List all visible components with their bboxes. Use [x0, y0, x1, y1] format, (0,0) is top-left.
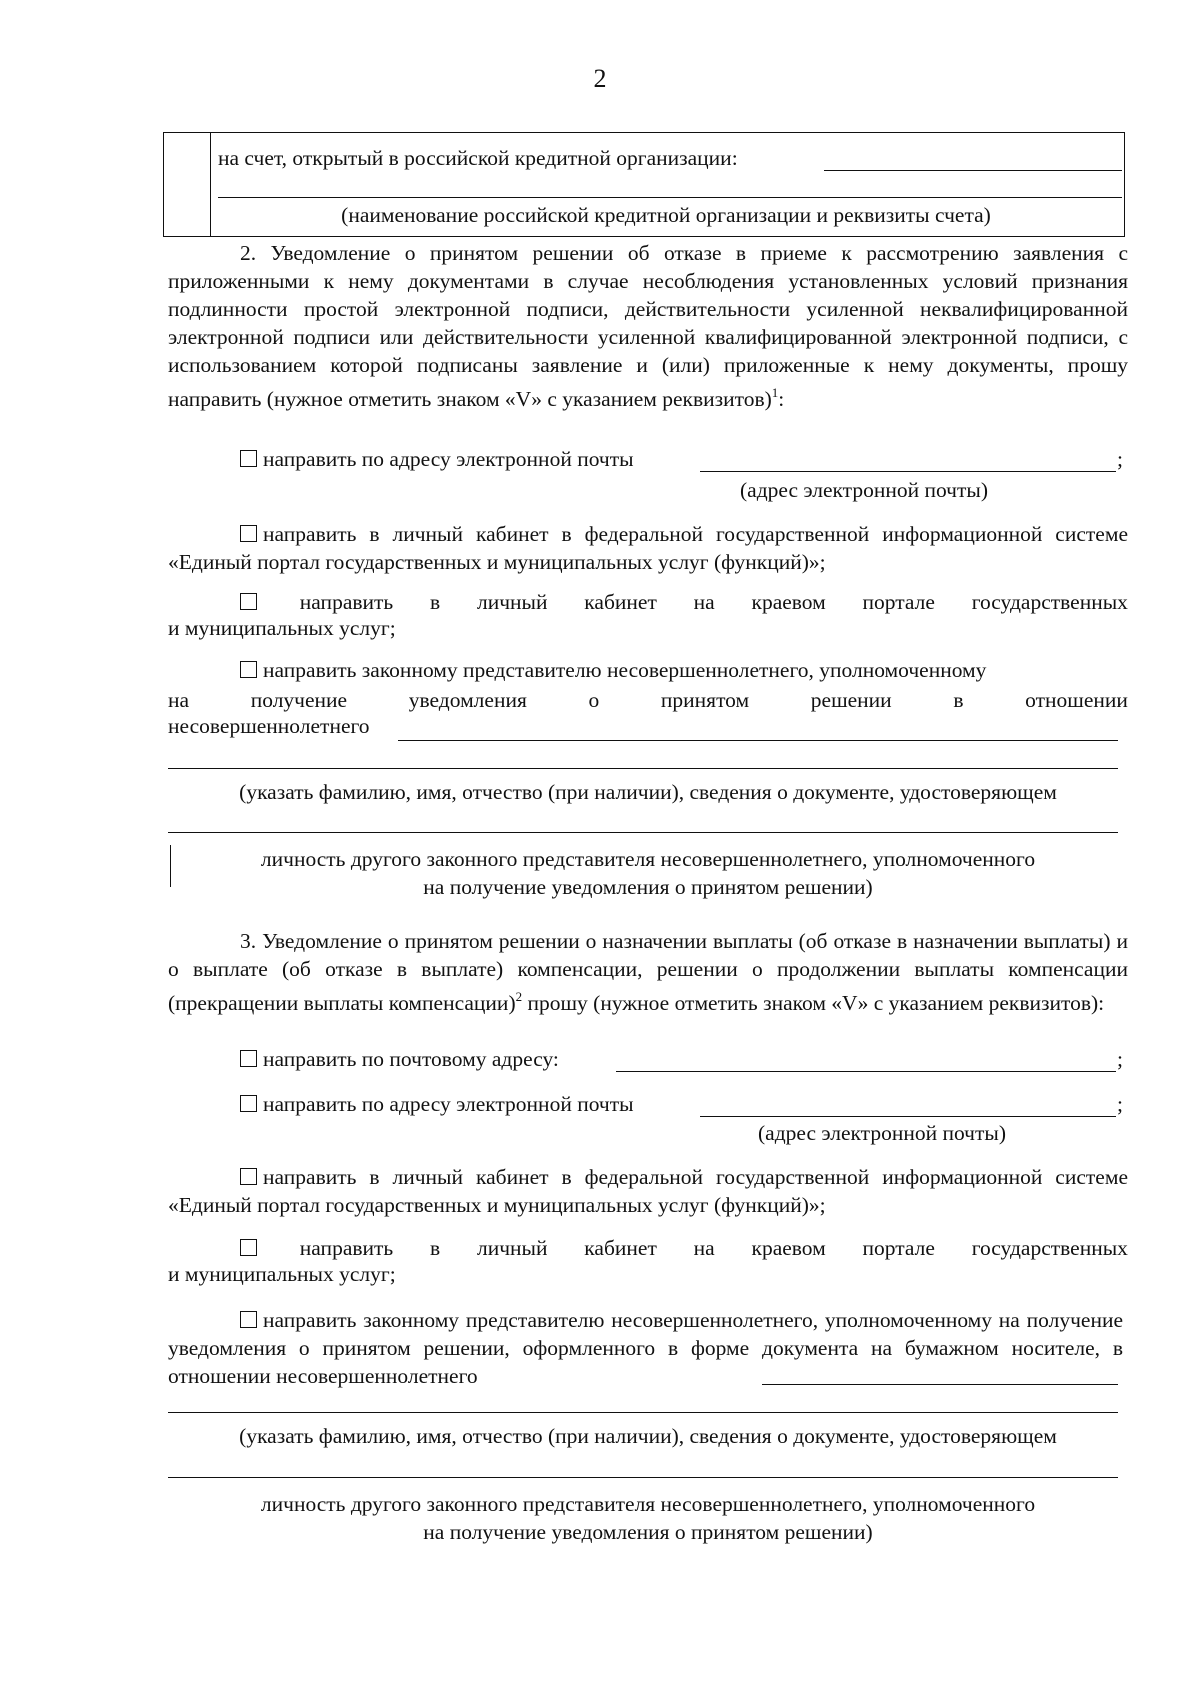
- section3-email-fill-line[interactable]: [700, 1116, 1116, 1117]
- section3-minor-fill-line[interactable]: [762, 1384, 1118, 1385]
- section2-minor-fill-line[interactable]: [398, 740, 1118, 741]
- semicolon: ;: [1117, 447, 1123, 471]
- section3-postal-fill-line[interactable]: [616, 1071, 1116, 1072]
- section3-rep-caption-2: личность другого законного представителя несовершеннолетнего, уполномоченного: [260, 1492, 1036, 1516]
- section2-rep-caption-3: на получение уведомления о принятом решении): [423, 875, 873, 899]
- section2-rep-caption-1: (указать фамилию, имя, отчество (при наличии), сведения о документе, удостоверяющем: [239, 780, 1057, 804]
- bank-account-fill-line[interactable]: [824, 170, 1122, 171]
- section2-rep-fill-line-2[interactable]: [168, 832, 1118, 833]
- checkbox-icon[interactable]: [240, 593, 257, 610]
- section3-rep-option[interactable]: направить законному представителю несовершеннолетнего, уполномоченному на получение уведомления о принятом решении, оформленного в форме документа на бумажном носителе, в отношении несовершеннолетнего: [168, 1308, 1123, 1388]
- section3-regional-option-end: и муниципальных услуг;: [168, 1262, 396, 1286]
- checkbox-icon[interactable]: [240, 1311, 257, 1328]
- section2-email-option[interactable]: направить по адресу электронной почты: [240, 447, 634, 472]
- semicolon: ;: [1117, 1092, 1123, 1116]
- section3-email-option[interactable]: направить по адресу электронной почты: [240, 1092, 634, 1117]
- section2-email-caption: (адрес электронной почты): [740, 478, 988, 502]
- footnote-ref-1: 1: [771, 385, 779, 400]
- section2-rep-option[interactable]: направить законному представителю несовершеннолетнего, уполномоченному: [240, 658, 986, 683]
- footnote-ref-2: 2: [515, 989, 523, 1004]
- checkbox-icon[interactable]: [240, 1168, 257, 1185]
- section3-rep-fill-line[interactable]: [168, 1412, 1118, 1413]
- section2-regional-option[interactable]: направить в личный кабинет на краевом портале государственных: [240, 588, 1128, 616]
- bank-details-caption: (наименование российской кредитной организации и реквизиты счета): [341, 203, 991, 227]
- section3-postal-option[interactable]: направить по почтовому адресу:: [240, 1047, 559, 1072]
- section3-rep-caption-1: (указать фамилию, имя, отчество (при наличии), сведения о документе, удостоверяющем: [239, 1424, 1057, 1448]
- checkbox-icon[interactable]: [240, 1095, 257, 1112]
- semicolon: ;: [1117, 1047, 1123, 1071]
- section3-regional-option[interactable]: направить в личный кабинет на краевом портале государственных: [240, 1234, 1128, 1262]
- section2-regional-option-end: и муниципальных услуг;: [168, 616, 396, 640]
- bank-details-fill-line[interactable]: [218, 197, 1122, 198]
- section3-epgu-option[interactable]: направить в личный кабинет в федеральной государственной информационной системе «Единый портал государственных и муниципальных услуг (функций)»;: [168, 1165, 1128, 1217]
- checkbox-icon[interactable]: [240, 661, 257, 678]
- section2-rep-option-line2: на получение уведомления о принятом решении в отношении: [168, 688, 1128, 712]
- checkbox-icon[interactable]: [240, 1050, 257, 1067]
- section3-email-caption: (адрес электронной почты): [758, 1121, 1006, 1145]
- section2-epgu-option[interactable]: направить в личный кабинет в федеральной государственной информационной системе «Единый портал государственных и муниципальных услуг (функций)»;: [168, 522, 1128, 574]
- bank-account-label: на счет, открытый в российской кредитной организации:: [218, 146, 738, 170]
- page-number: 2: [593, 64, 607, 93]
- checkbox-icon[interactable]: [240, 450, 257, 467]
- checkbox-icon[interactable]: [240, 525, 257, 542]
- section2-rep-fill-line[interactable]: [168, 768, 1118, 769]
- section2-rep-caption-2: личность другого законного представителя несовершеннолетнего, уполномоченного: [260, 847, 1036, 871]
- section3-rep-caption-3: на получение уведомления о принятом решении): [423, 1520, 873, 1544]
- section2-rep-option-line3: несовершеннолетнего: [168, 714, 370, 738]
- section2-paragraph: 2. Уведомление о принятом решении об отказе в приеме к рассмотрению заявления с приложенными к нему документами в случае несоблюдения установленных условий признания подлинности простой электронной подписи, действительности усиленной неквалифицированной электронной подписи или действительности усиленной квалифицированной электронной подписи, с использованием которой подписаны заявление и (или) приложенные к нему документы, прошу направить (нужное отметить знаком «V» с указанием реквизитов)$^1$:: [168, 241, 1128, 411]
- checkbox-icon[interactable]: [240, 1239, 257, 1256]
- section3-rep-fill-line-2[interactable]: [168, 1477, 1118, 1478]
- section3-paragraph: 3. Уведомление о принятом решении о назначении выплаты (об отказе в назначении выплаты) и о выплате (об отказе в выплате) компенсации, решении о продолжении выплаты компенсации (прекращении выплаты компенсации)$^2$ прошу (нужное отметить знаком «V» с указанием реквизитов):: [168, 929, 1128, 1015]
- section2-email-fill-line[interactable]: [700, 471, 1116, 472]
